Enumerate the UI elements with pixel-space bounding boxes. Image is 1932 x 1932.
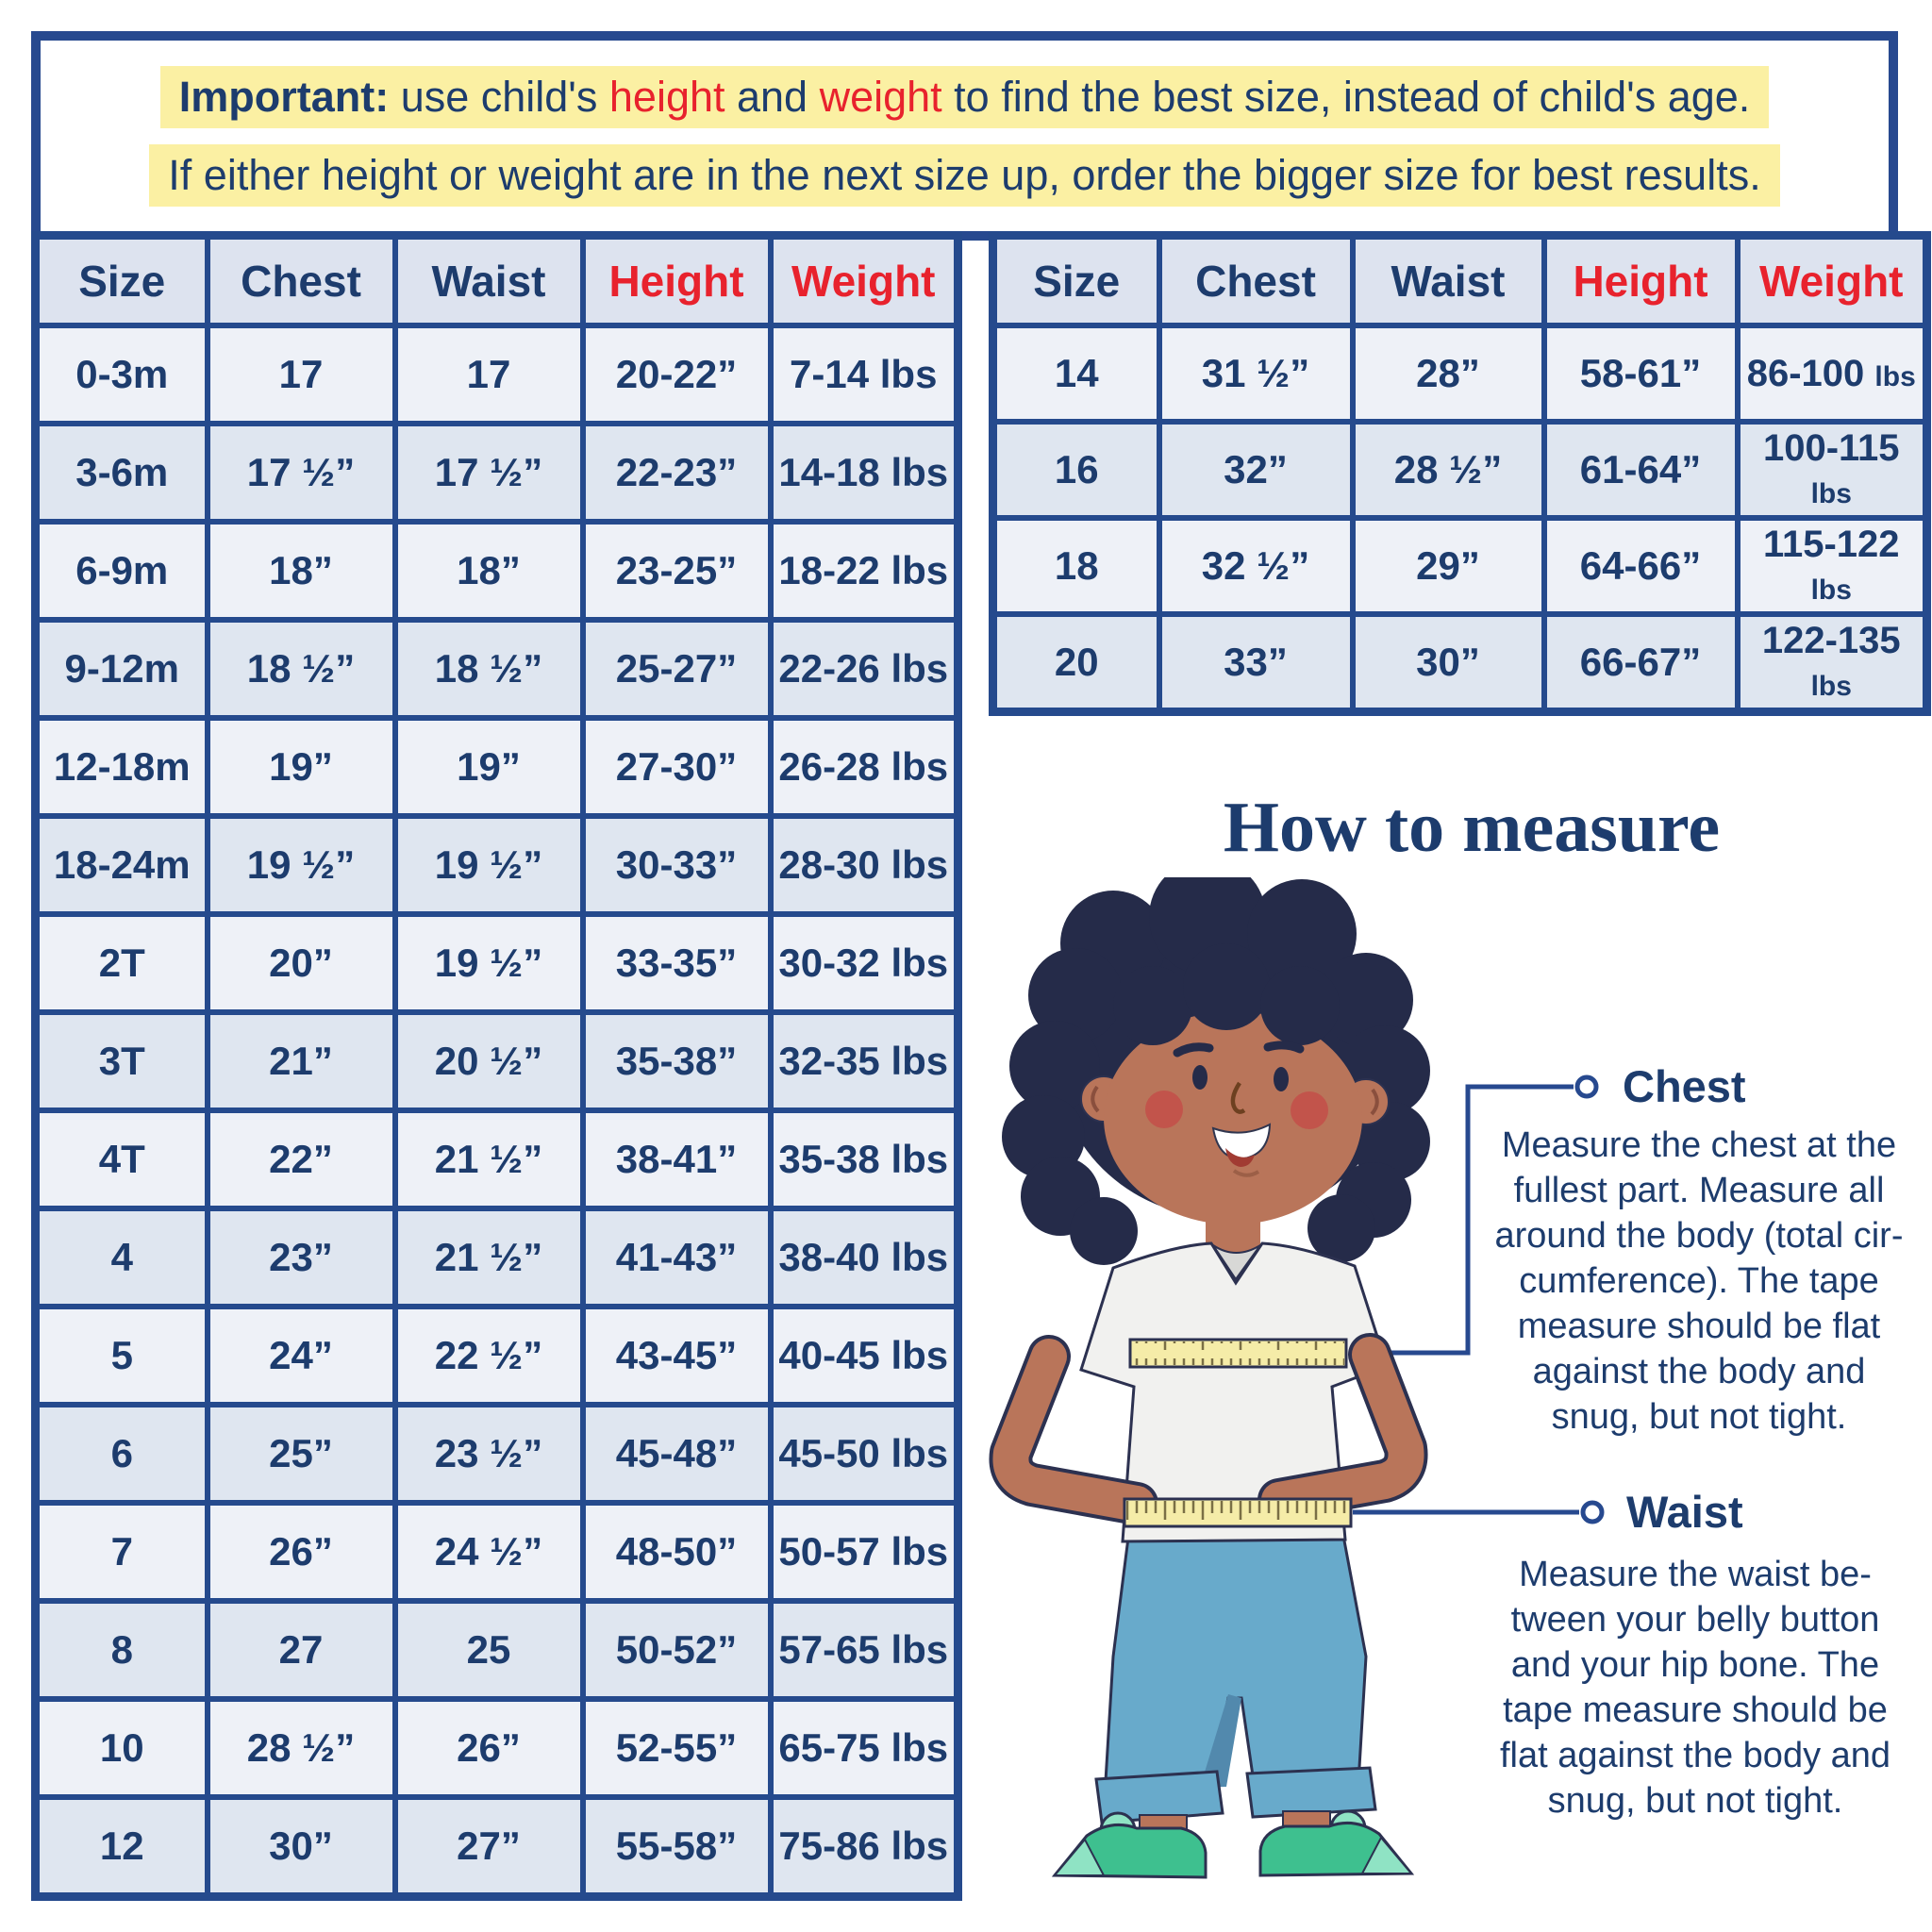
table-cell: 122-135 lbs [1738, 614, 1927, 712]
table-row [36, 1503, 958, 1601]
chest-instructions: Measure the chest at the fullest part. Measure all around the body (total cir- cumference). The tape measure should be flat against the body and snug, but not tight. [1494, 1125, 1904, 1437]
table-cell: 21” [208, 1012, 395, 1110]
table-cell: 35-38 lbs [771, 1110, 958, 1208]
header-row [993, 236, 1927, 326]
table-row [36, 1110, 958, 1208]
table-cell: 3T [36, 1012, 208, 1110]
table-row [36, 1307, 958, 1405]
table-cell: 23 ½” [395, 1405, 583, 1503]
pants [1096, 1536, 1375, 1823]
header-row [36, 236, 958, 326]
table-cell: 19 ½” [208, 816, 395, 914]
column-header-waist: Waist [395, 236, 583, 326]
table-cell: 28 ½” [1353, 422, 1544, 518]
waist-label: Waist [1626, 1487, 1743, 1537]
waist-measuring-tape [1124, 1499, 1351, 1526]
table-cell: 30-32 lbs [771, 914, 958, 1012]
column-header-height: Height [1544, 236, 1738, 326]
table-cell: 7 [36, 1503, 208, 1601]
table-cell: 33” [1159, 614, 1353, 712]
notice-line-1 [160, 66, 1770, 128]
waist-callout-dot [1583, 1503, 1602, 1522]
table-cell: 18 ½” [208, 620, 395, 718]
chest-label: Chest [1623, 1061, 1746, 1111]
table-cell: 0-3m [36, 325, 208, 424]
table-row [36, 522, 958, 620]
table-cell: 18” [208, 522, 395, 620]
table-row [36, 1699, 958, 1797]
table-cell: 9-12m [36, 620, 208, 718]
chest-measuring-tape [1130, 1340, 1346, 1367]
unit-label: lbs [1810, 671, 1852, 702]
notice-text-segment: use child's [389, 72, 609, 121]
table-cell: 18 ½” [395, 620, 583, 718]
table-cell: 27 [208, 1601, 395, 1699]
table-cell: 32-35 lbs [771, 1012, 958, 1110]
table-cell: 26” [208, 1503, 395, 1601]
unit-label: lbs [1810, 478, 1852, 509]
table-cell: 20 ½” [395, 1012, 583, 1110]
table-cell: 19” [395, 718, 583, 816]
table-cell: 24 ½” [395, 1503, 583, 1601]
notice-text-segment: weight [819, 72, 942, 121]
table-row [36, 718, 958, 816]
column-header-height: Height [583, 236, 771, 326]
table-cell: 28 ½” [208, 1699, 395, 1797]
table-cell: 16 [993, 422, 1159, 518]
unit-label: lbs [1874, 360, 1916, 392]
pant-cuff-right [1247, 1768, 1375, 1817]
table-row [993, 614, 1927, 712]
table-row [36, 620, 958, 718]
table-cell: 61-64” [1544, 422, 1738, 518]
table-cell: 21 ½” [395, 1110, 583, 1208]
table-cell: 23” [208, 1208, 395, 1307]
table-cell: 26” [395, 1699, 583, 1797]
table-row [36, 1012, 958, 1110]
size-chart-table-14-to-20 [989, 231, 1931, 716]
notice-text-segment: and [724, 72, 820, 121]
column-header-size: Size [36, 236, 208, 326]
table-cell: 19” [208, 718, 395, 816]
table-cell: 64-66” [1544, 518, 1738, 614]
table-row [36, 1405, 958, 1503]
table-cell: 115-122 lbs [1738, 518, 1927, 614]
table-cell: 17 [208, 325, 395, 424]
table-cell: 22 ½” [395, 1307, 583, 1405]
table-cell: 27-30” [583, 718, 771, 816]
table-cell: 52-55” [583, 1699, 771, 1797]
table-cell: 25 [395, 1601, 583, 1699]
table-cell: 50-57 lbs [771, 1503, 958, 1601]
table-cell: 23-25” [583, 522, 771, 620]
table-cell: 57-65 lbs [771, 1601, 958, 1699]
table-cell: 75-86 lbs [771, 1797, 958, 1897]
table-row [36, 1797, 958, 1897]
table-cell: 8 [36, 1601, 208, 1699]
table-cell: 18-22 lbs [771, 522, 958, 620]
table-cell: 20-22” [583, 325, 771, 424]
table-cell: 22-26 lbs [771, 620, 958, 718]
table-cell: 22-23” [583, 424, 771, 522]
chest-callout-dot [1577, 1077, 1596, 1096]
table-cell: 26-28 lbs [771, 718, 958, 816]
table-cell: 3-6m [36, 424, 208, 522]
table-cell: 31 ½” [1159, 325, 1353, 422]
table-cell: 20” [208, 914, 395, 1012]
table-cell: 5 [36, 1307, 208, 1405]
table-cell: 40-45 lbs [771, 1307, 958, 1405]
table-cell: 65-75 lbs [771, 1699, 958, 1797]
table-row [36, 424, 958, 522]
notice-text-segment: to find the best size, instead of child's age. [941, 72, 1751, 121]
table-row [993, 325, 1927, 422]
table-cell: 17 ½” [395, 424, 583, 522]
notice-line-2: If either height or weight are in the next size up, order the bigger size for best results. [149, 144, 1779, 207]
notice-text-segment: Important: [178, 72, 390, 121]
table-cell: 10 [36, 1699, 208, 1797]
table-cell: 17 ½” [208, 424, 395, 522]
table-cell: 4 [36, 1208, 208, 1307]
table-cell: 30” [208, 1797, 395, 1897]
size-chart-table-baby-to-12 [31, 231, 962, 1901]
table-cell: 25-27” [583, 620, 771, 718]
column-header-waist: Waist [1353, 236, 1544, 326]
table-cell: 41-43” [583, 1208, 771, 1307]
table-row [993, 422, 1927, 518]
table-cell: 14-18 lbs [771, 424, 958, 522]
unit-label: lbs [1810, 575, 1852, 606]
table-cell: 14 [993, 325, 1159, 422]
table-cell: 20 [993, 614, 1159, 712]
waist-instructions: Measure the waist be- tween your belly button and your hip bone. The tape measure should be flat against the body and snug, but not tight. [1499, 1555, 1891, 1821]
table-cell: 18-24m [36, 816, 208, 914]
table-cell: 35-38” [583, 1012, 771, 1110]
table-cell: 38-41” [583, 1110, 771, 1208]
table-row [36, 325, 958, 424]
table-cell: 45-50 lbs [771, 1405, 958, 1503]
notice-text-segment: height [608, 72, 725, 121]
table-cell: 6 [36, 1405, 208, 1503]
table-cell: 19 ½” [395, 816, 583, 914]
table-cell: 4T [36, 1110, 208, 1208]
table-cell: 66-67” [1544, 614, 1738, 712]
table-cell: 18 [993, 518, 1159, 614]
table-cell: 29” [1353, 518, 1544, 614]
table-cell: 21 ½” [395, 1208, 583, 1307]
table-cell: 50-52” [583, 1601, 771, 1699]
table-cell: 24” [208, 1307, 395, 1405]
table-cell: 48-50” [583, 1503, 771, 1601]
column-header-weight: Weight [771, 236, 958, 326]
table-cell: 100-115 lbs [1738, 422, 1927, 518]
table-cell: 33-35” [583, 914, 771, 1012]
table-cell: 25” [208, 1405, 395, 1503]
table-cell: 18” [395, 522, 583, 620]
table-row [36, 1208, 958, 1307]
column-header-chest: Chest [208, 236, 395, 326]
table-cell: 28” [1353, 325, 1544, 422]
table-cell: 2T [36, 914, 208, 1012]
table-row [36, 816, 958, 914]
table-cell: 19 ½” [395, 914, 583, 1012]
table-cell: 22” [208, 1110, 395, 1208]
important-notice-box [31, 31, 1898, 241]
table-row [36, 1601, 958, 1699]
how-to-measure-title: How to measure [1223, 788, 1721, 867]
table-cell: 30” [1353, 614, 1544, 712]
table-cell: 28-30 lbs [771, 816, 958, 914]
table-cell: 45-48” [583, 1405, 771, 1503]
table-cell: 6-9m [36, 522, 208, 620]
column-header-size: Size [993, 236, 1159, 326]
table-cell: 12 [36, 1797, 208, 1897]
column-header-weight: Weight [1738, 236, 1927, 326]
table-cell: 7-14 lbs [771, 325, 958, 424]
table-cell: 17 [395, 325, 583, 424]
table-cell: 27” [395, 1797, 583, 1897]
table-cell: 86-100 lbs [1738, 325, 1927, 422]
table-cell: 58-61” [1544, 325, 1738, 422]
table-cell: 32” [1159, 422, 1353, 518]
table-cell: 12-18m [36, 718, 208, 816]
column-header-chest: Chest [1159, 236, 1353, 326]
table-cell: 30-33” [583, 816, 771, 914]
table-cell: 32 ½” [1159, 518, 1353, 614]
table-row [36, 914, 958, 1012]
table-cell: 38-40 lbs [771, 1208, 958, 1307]
table-row [993, 518, 1927, 614]
table-cell: 43-45” [583, 1307, 771, 1405]
table-cell: 55-58” [583, 1797, 771, 1897]
